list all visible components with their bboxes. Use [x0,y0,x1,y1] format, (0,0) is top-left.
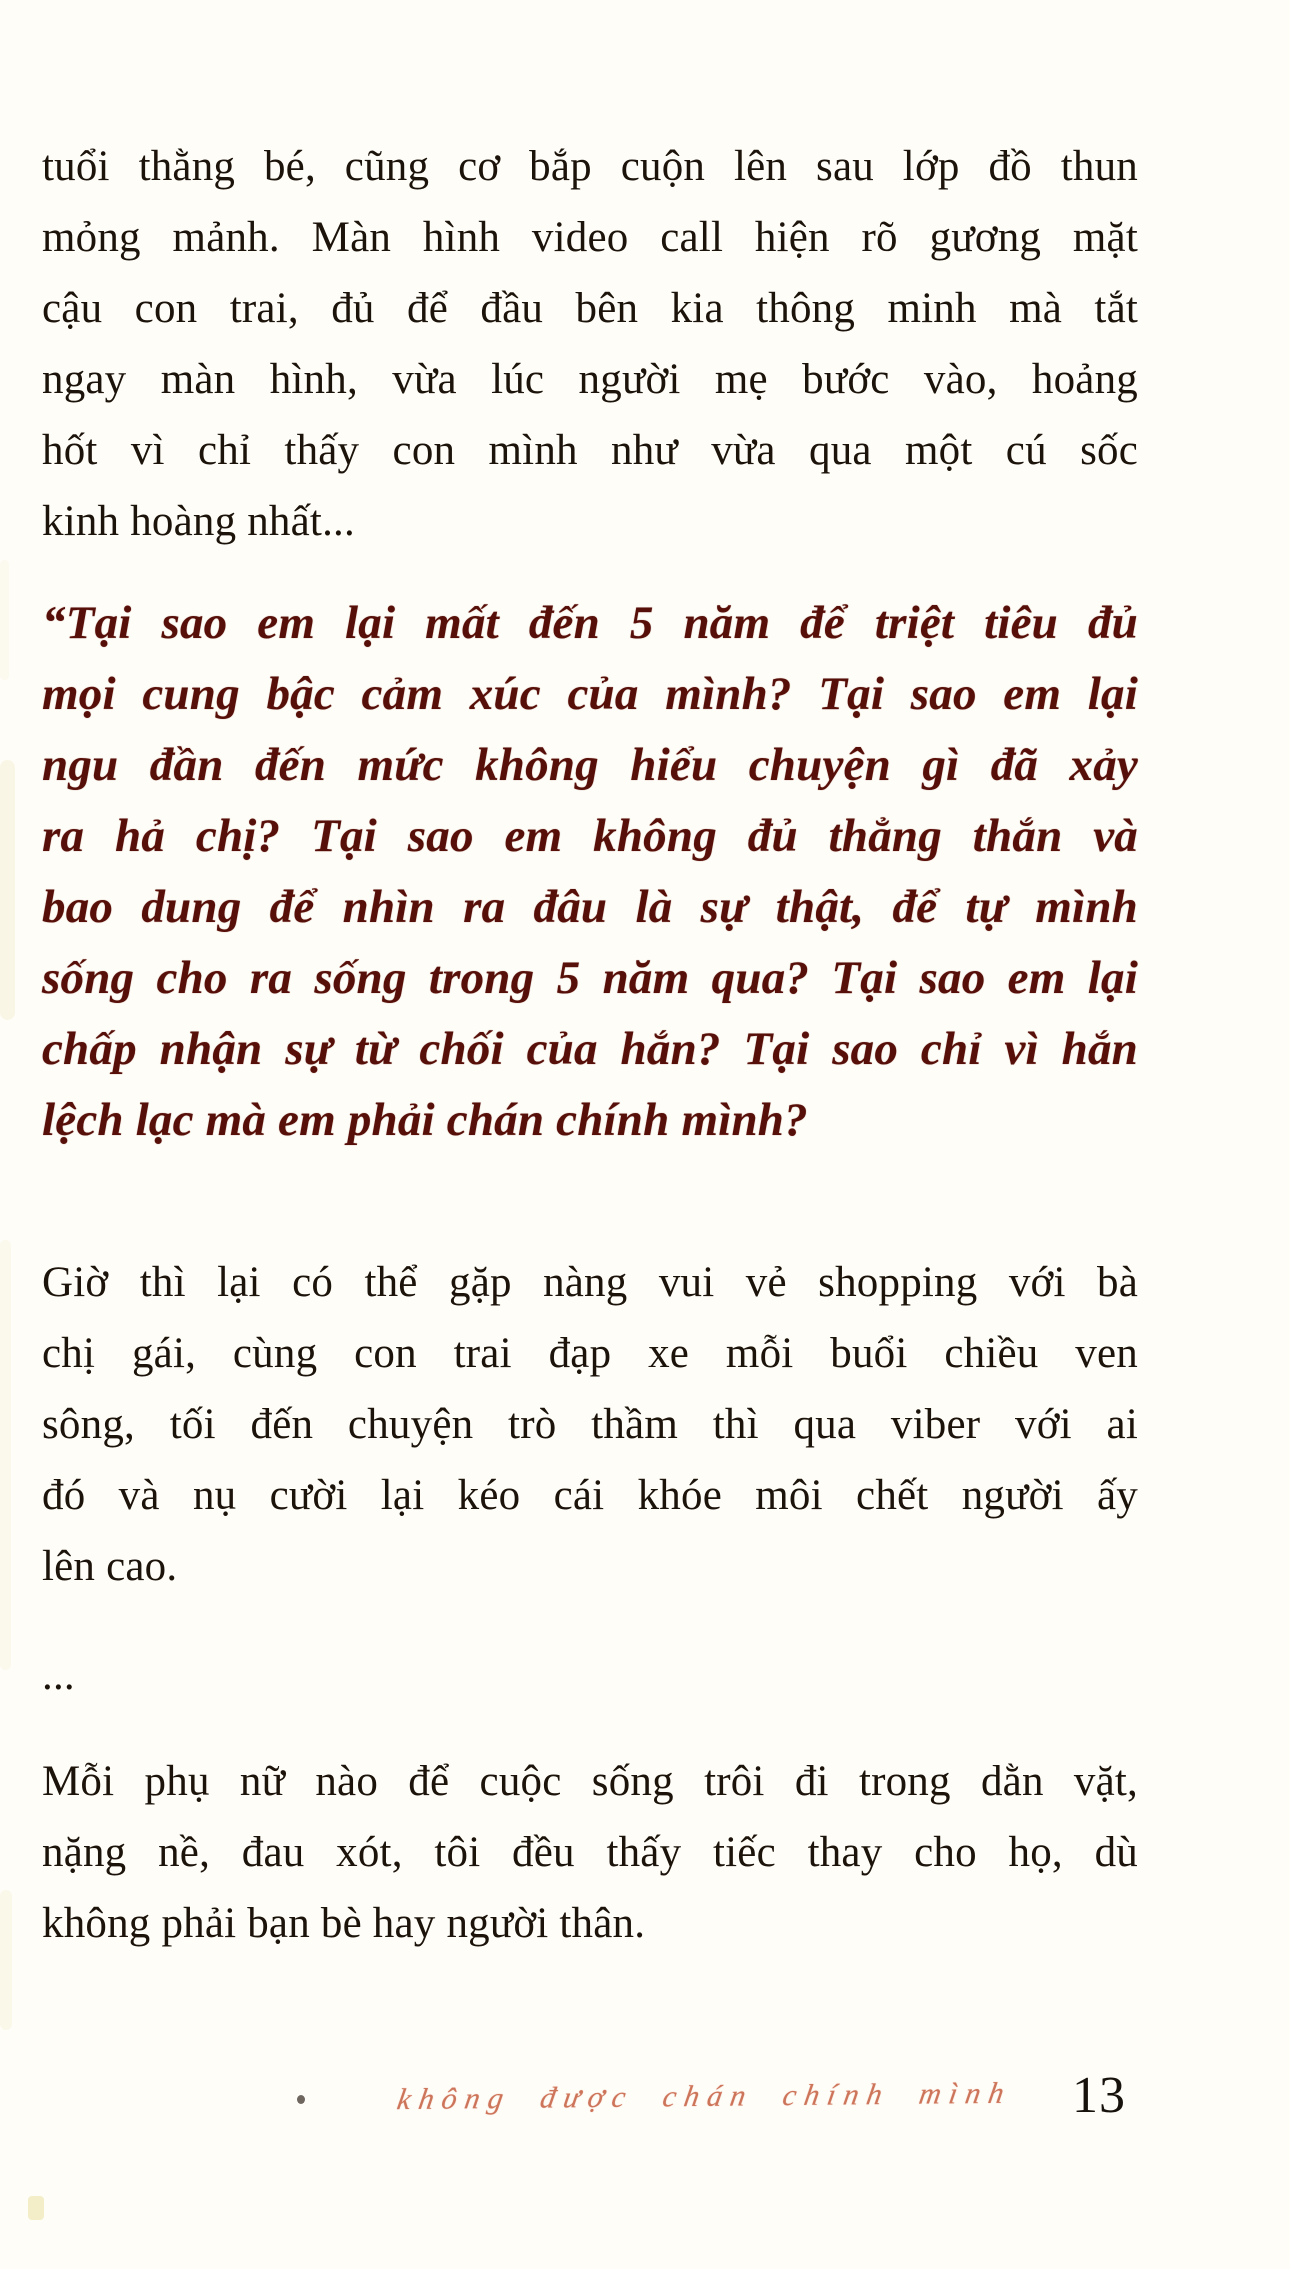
quote-line: lệch lạc mà em phải chán chính mình? [42,1094,808,1146]
body-line: nặng nề, đau xót, tôi đều thấy tiếc thay cho họ, dù [42,1829,1138,1876]
footer-handwritten-title: không được chán chính mình [394,2076,1015,2117]
footer-ink-dot [297,2095,305,2104]
body-line: Giờ thì lại có thể gặp nàng vui vẻ shopping với bà [42,1259,1138,1306]
quote-line: “Tại sao em lại mất đến 5 năm để triệt tiêu đủ [42,597,1138,649]
body-line: đó và nụ cười lại kéo cái khóe môi chết người ấy [42,1472,1138,1519]
body-line: chị gái, cùng con trai đạp xe mỗi buổi chiều ven [42,1330,1138,1377]
scan-artifact [28,2196,44,2220]
quote-line: sống cho ra sống trong 5 năm qua? Tại sao em lại [42,952,1138,1004]
quote-line: ra hả chị? Tại sao em không đủ thẳng thắn và [42,810,1138,862]
scan-artifact [0,1890,12,2030]
closing-paragraph [42,1746,1138,1959]
quote-line: mọi cung bậc cảm xúc của mình? Tại sao em lại [42,668,1138,720]
body-line: ngay màn hình, vừa lúc người mẹ bước vào, hoảng [42,356,1138,403]
quote-line: chấp nhận sự từ chối của hắn? Tại sao chỉ vì hắn [42,1023,1138,1075]
scan-artifact [0,560,9,680]
scan-artifact [0,1240,11,1670]
ellipsis-separator [42,1640,1138,1711]
body-line: cậu con trai, đủ để đầu bên kia thông minh mà tắt [42,285,1138,332]
body-line: kinh hoàng nhất... [42,498,355,545]
scan-artifact [0,760,15,1020]
body-line: không phải bạn bè hay người thân. [42,1900,646,1947]
ellipsis-line: ... [42,1652,75,1699]
body-line: Mỗi phụ nữ nào để cuộc sống trôi đi trong dằn vặt, [42,1758,1138,1805]
body-line: tuổi thằng bé, cũng cơ bắp cuộn lên sau lớp đồ thun [42,143,1138,190]
quote-line: ngu đần đến mức không hiểu chuyện gì đã xảy [42,739,1138,791]
narrative-paragraph [42,1247,1138,1602]
body-line: mỏng mảnh. Màn hình video call hiện rõ gương mặt [42,214,1138,261]
opening-paragraph [42,131,1138,557]
quote-paragraph [42,588,1138,1156]
body-line: sông, tối đến chuyện trò thầm thì qua viber với ai [42,1401,1138,1448]
body-line: lên cao. [42,1543,178,1590]
body-line: hốt vì chỉ thấy con mình như vừa qua một cú sốc [42,427,1138,474]
page-number: 13 [1072,2067,1126,2124]
quote-line: bao dung để nhìn ra đâu là sự thật, để tự mình [42,881,1138,933]
